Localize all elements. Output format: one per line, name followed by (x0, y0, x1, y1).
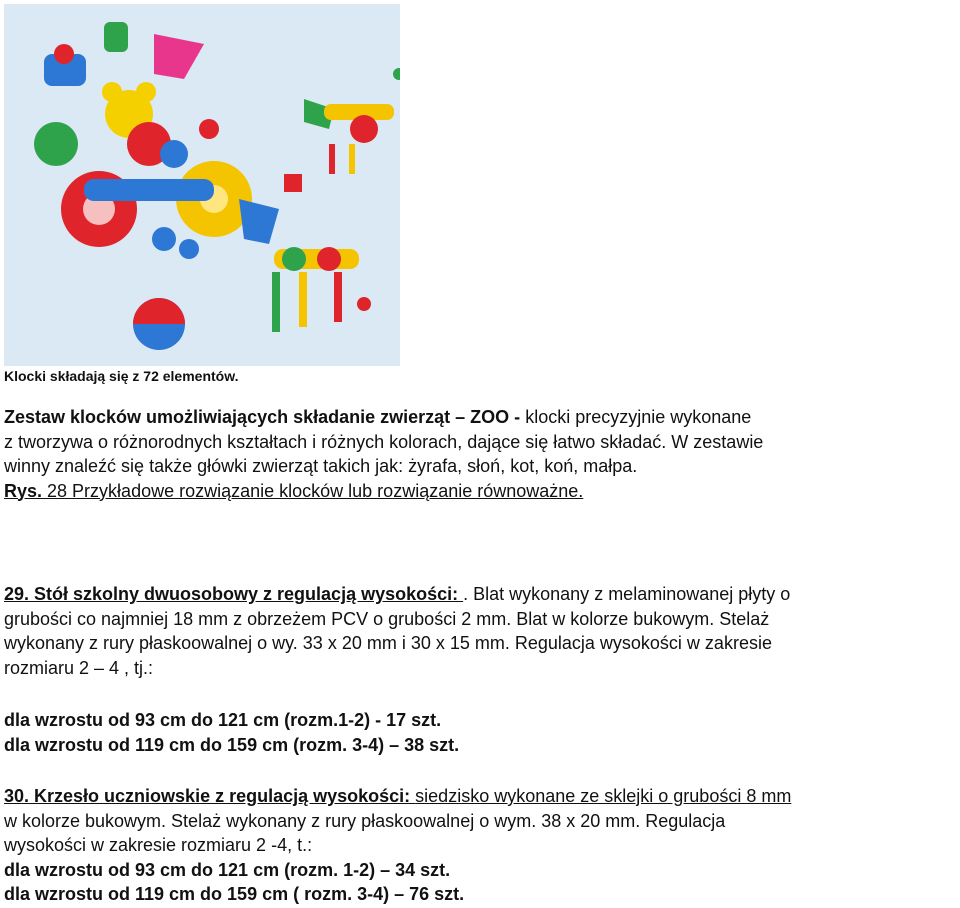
item-30-desc-2: w kolorze bukowym. Stelaż wykonany z rury płaskoowalnej o wym. 38 x 20 mm. Regulacja (4, 810, 726, 831)
item-29-size-1: dla wzrostu od 93 cm do 121 cm (rozm.1-2) - 17 szt. (4, 710, 442, 730)
toy-blocks-illustration (4, 4, 400, 366)
item-29-sizes (4, 708, 954, 757)
zoo-desc-3: winny znaleźć się także główki zwierząt takich jak: żyrafa, słoń, kot, koń, małpa. (4, 456, 638, 476)
item-29-title: 29. Stół szkolny dwuosobowy z regulacją wysokości: (4, 584, 464, 604)
item-30-desc-1: siedzisko wykonane ze sklejki o grubości 8 mm (415, 786, 792, 806)
zoo-line-1 (4, 405, 954, 430)
toy-blocks-image (4, 4, 400, 366)
item-30-title: 30. Krzesło uczniowskie z regulacją wysokości: (4, 786, 416, 806)
item-29-desc-4: rozmiaru 2 – 4 , tj.: (4, 657, 154, 678)
item-30-size-1: dla wzrostu od 93 cm do 121 cm (rozm. 1-2) – 34 szt. (4, 859, 451, 880)
rys-label: Rys. (4, 480, 43, 501)
zoo-title: Zestaw klocków umożliwiających składanie zwierząt – ZOO - (4, 407, 521, 427)
item-29-line-1 (4, 582, 954, 607)
rys-text: 28 Przykładowe rozwiązanie klocków lub rozwiązanie równoważne. (42, 480, 584, 501)
image-caption: Klocki składają się z 72 elementów. (4, 368, 239, 384)
item-29-desc-3: wykonany z rury płaskoowalnej o wy. 33 x 20 mm i 30 x 15 mm. Regulacja wysokości w zakresie (4, 633, 772, 653)
item-29-section (4, 582, 954, 680)
item-30-desc-3: wysokości w zakresie rozmiaru 2 -4, t.: (4, 835, 313, 855)
item-29-size-2: dla wzrostu od 119 cm do 159 cm (rozm. 3-4) – 38 szt. (4, 734, 460, 755)
zoo-desc-1: klocki precyzyjnie wykonane (520, 407, 752, 427)
item-29-desc-2: grubości co najmniej 18 mm z obrzeżem PCV o grubości 2 mm. Blat w kolorze bukowym. Stelaż (4, 608, 770, 629)
zoo-desc-2: z tworzywa o różnorodnych kształtach i różnych kolorach, dające się łatwo składać. W zestawie (4, 431, 764, 452)
item-29-desc-1: . Blat wykonany z melaminowanej płyty o (463, 584, 791, 604)
item-30-size-2: dla wzrostu od 119 cm do 159 cm ( rozm. 3-4) – 76 szt. (4, 884, 465, 904)
item-30-line-1 (4, 784, 954, 809)
zoo-blocks-section (4, 405, 954, 503)
item-30-section (4, 784, 954, 907)
zoo-figure-caption (4, 479, 954, 504)
